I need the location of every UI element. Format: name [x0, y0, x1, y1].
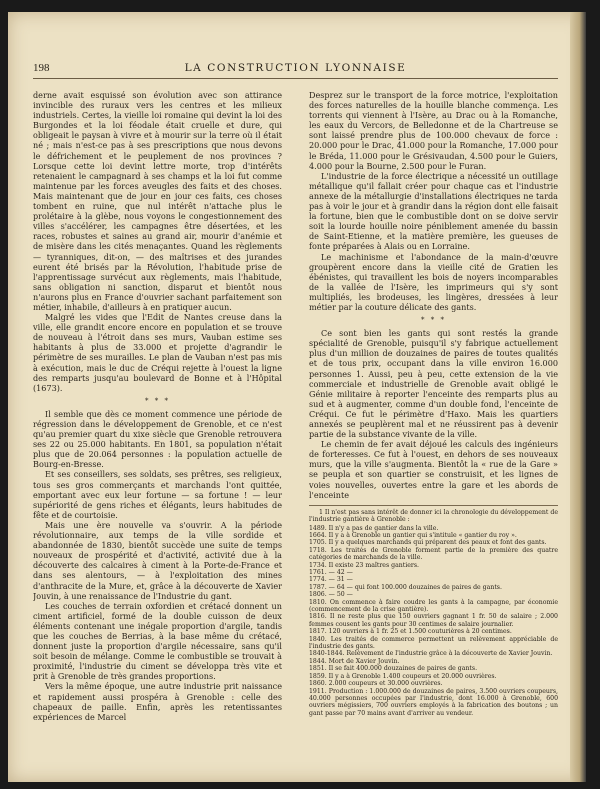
footnote-line: 1859. Il y a à Grenoble 1.400 coupeurs et 20.000 ouvrières. — [309, 672, 497, 680]
footnote-line: 1911. Production : 1.000.000 de douzaines de paires, 3.500 ouvriers coupeurs, 40.000 personnes occupées par l'industrie, dont 16.000 à Grenoble, 600 ouvriers mégissiers, 700 ouvriers employés à la fabrication des boutons ; un gant passe par 70 mains avant d'arriver au vendeur. — [309, 687, 558, 717]
paragraph: Le chemin de fer avait déjoué les calculs des ingénieurs de forteresses. Ce fut à l'ouest, en dehors de ses nouveaux murs, que la ville s'augmenta. Bientôt la « rue de la Gare » se peupla et son quartier se construisit, et les lignes de voies nouvelles, ouvertes entre la gare et les abords de l'enceinte — [309, 439, 558, 500]
page-header — [33, 62, 558, 76]
footnote-line: 1489. Il n'y a pas de gantier dans la ville. — [309, 524, 439, 532]
footnote-line: 1851. Il se fait 400.000 douzaines de paires de gants. — [309, 665, 478, 673]
footnote-line: 1718. Les traités de Grenoble forment partie de la première des quatre catégories de marchands de la ville. — [309, 546, 558, 562]
asterism-divider: * * * — [145, 396, 170, 405]
footnote-line: 1816. Il ne reste plus que 150 ouvriers gagnant 1 fr. 50 de salaire ; 2.000 femmes cousent les gants pour 30 centimes de salaire journalier. — [309, 613, 558, 628]
footnote-intro: 1 Il n'est pas sans intérêt de donner ici la chronologie du développement de l'industrie gantière à Grenoble : — [309, 508, 558, 524]
paragraph: Et ses conseillers, ses soldats, ses prêtres, ses religieux, tous ses gros commerçants et marchands l'ont quittée, emportant avec eux leur fortune — sa fortune ! — leur supériorité de gens riches et élégants, leurs habitudes de fête et de courtoisie. — [33, 469, 282, 520]
paragraph: derne avait esquissé son évolution avec son attirance invincible des ruraux vers les centres et les milieux industriels. Certes, la vieille loi romaine qui devint la loi des Burgondes et la loi féodale était cruelle et dure, qui obligeait le paysan à vivre et à mourir sur la terre où il était né ; mais n'est-ce pas à ses prescriptions que nous devons le défrichement et le peuplement de nos provinces ? Lorsque cette loi devint lettre morte, trop d'intérêts retenaient le campagnard à ses champs et la loi fut comme maintenue par les forces aveugles des faits et des choses. Mais maintenant que de jour en jour ces faits, ces choses tombent en ruine, que nul intérêt n'attache plus le prolétaire à la glèbe, nous voyons le congestionnement des villes s'accélérer, les campagnes être désertées, et les races, robustes et saines au grand air, mourir d'anémie et de misère dans les cités menaçantes. Quand les règlements — tyranniques, dit-on, — des maîtrises et des jurandes eurent été brisés par la Révolution, l'habitude prise de l'apprentissage survécut aux règlements, mais l'habitude, sans obligation ni sanction, disparut et bientôt nous n'aurons plus en France d'ouvrier sachant parfaitement son métier, inhabile, d'ailleurs à en pratiquer aucun. — [33, 90, 282, 312]
paragraph: Le machinisme et l'abondance de la main-d'œuvre groupèrent encore dans la vieille cité de Gratien les ébénistes, qui travaillent les bois de noyers incomparables de la vallée de l'Isère, les imprimeurs qui s'y sont multipliés, les brodeuses, les lingères, dressées à leur métier par la couture délicate des gants. — [309, 251, 558, 312]
footnote-line: 1860. 2.000 coupeurs et 30.000 ouvrières. — [309, 680, 443, 688]
footnote-line: 1810. On commence à faire coudre les gants à la campagne, par économie (commencement de la crise gantière). — [309, 598, 558, 614]
footnote-line: 1705. Il y a quelques marchands qui préparent des peaux et font des gants. — [309, 539, 547, 547]
journal-page — [8, 12, 586, 782]
paragraph: Ce sont bien les gants qui sont restés la grande spécialité de Grenoble, puisqu'il s'y fabrique actuellement plus d'un million de douzaines de paires de toutes qualités et de tous prix, occupant dans la ville environ 16.000 personnes 1. Aussi, peu à peu, cette extension de la vie commerciale et industrielle de Grenoble avait obligé le Génie militaire à reporter l'enceinte des remparts plus au sud et à augmenter, comme d'un double fond, l'enceinte de Créqui. Ce fut le périmètre d'Haxo. Mais les quartiers annexés se peuplèrent mal et ne réussirent pas à devenir partie de la substance vivante de la ville. — [309, 328, 558, 440]
paragraph: Les couches de terrain oxfordien et crétacé donnent un ciment artificiel, formé de la double cuisson de deux éléments contenant une inégale proportion d'argile, tandis que les couches de Berrias, à la base même du crétacé, donnent juste la proportion d'argile nécessaire, sans qu'il soit besoin de mélange. Comme le combustible se trouvait à proximité, l'industrie du ciment se développa très vite et prit à Grenoble de très grandes proportions. — [33, 600, 282, 682]
paragraph: L'industrie de la force électrique a nécessité un outillage métallique qu'il fallait créer pour chaque cas et l'industrie annexe de la métallurgie d'installations électriques ne tarda pas à voir le jour et à grandir dans la région dont elle faisait la fortune, bien que le combustible dont on se doive servir soit la lourde houille noire péniblement amenée du bassin de Saint-Etienne, et la matière première, les gueuses de fonte préparées à Alais ou en Lorraine. — [309, 170, 558, 252]
right-column — [309, 90, 558, 780]
book-spine-shadow — [570, 12, 586, 782]
footnote-line: 1761. — 42 — — [309, 569, 353, 576]
paragraph: Il semble que dès ce moment commence une période de régression dans le développement de Grenoble, et ce n'est qu'au premier quart du xixe siècle que Grenoble retrouvera ses 22 ou 25.000 habitants. En 1801, sa population n'était plus que de 20.064 personnes : la population actuelle de Bourg-en-Bresse. — [33, 408, 282, 470]
footnote-line: 1817. 120 ouvriers à 1 fr. 25 et 1.500 couturières à 20 centimes. — [309, 628, 512, 636]
footnote-line: 1844. Mort de Xavier Jouvin. — [309, 657, 400, 665]
footnote-line: 1840. Les traités de commerce permettent un relèvement appréciable de l'industrie des gants. — [309, 635, 558, 651]
asterism-divider: * * * — [421, 316, 446, 325]
paragraph: Vers la même époque, une autre industrie prit naissance et rapidement aussi prospéra à Grenoble : celle des chapeaux de paille. Enfin, après les retentissantes expériences de Marcel — [33, 681, 282, 722]
paragraph: Desprez sur le transport de la force motrice, l'exploitation des forces naturelles de la houille blanche commença. Les torrents qui viennent à l'Isère, au Drac ou à la Romanche, les eaux du Vercors, de Belledonne et de la Chartreuse se sont laissé prendre plus de 100.000 chevaux de force : 20.000 pour le Drac, 41.000 pour la Romanche, 17.000 pour le Bréda, 11.000 pour le Grésivaudan, 4.500 pour le Guiers, 4.000 pour la Bourne, 2.500 pour le Furan. — [309, 90, 558, 171]
footnote-line: 1664. Il y a à Grenoble un gantier qui s'intitule « gantier du roy ». — [309, 531, 517, 539]
footnote-line: 1806. — 50 — — [309, 591, 353, 599]
page-number: 198 — [33, 62, 50, 74]
footnote-line: 1734. Il existe 23 maîtres gantiers. — [309, 561, 419, 569]
paragraph: Malgré les vides que l'Edit de Nantes creuse dans la ville, elle grandit encore encore en population et se trouve de nouveau à l'étroit dans ses murs, Vauban estime ses habitants à plus de 33.000 et projette d'agrandir le périmètre de ses murailles. Le plan de Vauban n'est pas mis à exécution, mais le duc de Créqui rejette à l'ouest la ligne des remparts jusqu'au boulevard de Bonne et à l'Hôpital (1673). — [33, 312, 282, 393]
left-column — [33, 90, 282, 780]
running-title: LA CONSTRUCTION LYONNAISE — [184, 62, 407, 74]
header-rule — [33, 78, 558, 79]
footnote-line: 1787. — 64 — qui font 100.000 douzaines de paires de gants. — [309, 583, 502, 591]
footnotes — [309, 505, 558, 717]
paragraph: Mais une ère nouvelle va s'ouvrir. A la période révolutionnaire, aux temps de la ville sordide et abandonnée de 1830, bientôt succède une suite de temps nouveaux de prospérité et d'activité, activité due à la découverte des calcaires à ciment à la Porte-de-France et dans ses alentours, — à l'exploitation des mines d'anthracite de la Mure, et, grâce à la découverte de Xavier Jouvin, à une renaissance de l'Industrie du gant. — [33, 519, 282, 601]
footnote-line: 1840-1844. Relèvement de l'industrie grâce à la découverte de Xavier Jouvin. — [309, 650, 553, 658]
footnote-line: 1774. — 31 — — [309, 576, 353, 584]
